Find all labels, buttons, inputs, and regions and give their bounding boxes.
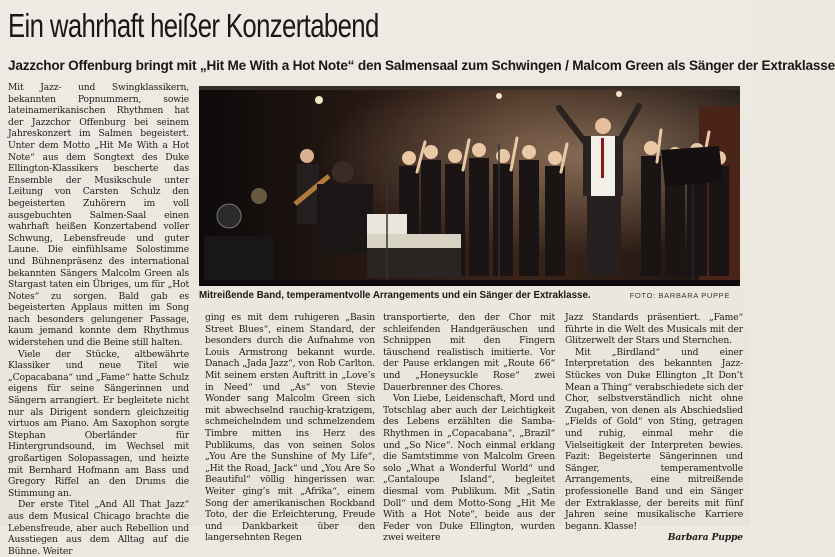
text-column-3	[383, 312, 555, 544]
concert-photo	[199, 86, 740, 286]
paragraph: Jazz Standards präsentiert. „Fame“ führte in die Welt des Musicals mit der Glitzerwelt der Stars und Sternchen.	[565, 312, 743, 347]
paragraph: Viele der Stücke, altbewährte Klassiker und neue Titel wie „Copacabana“ und „Fame“ hatte Schulz eigens für seine Sängerinnen und Sängern arrangiert. Er begleitete nicht nur als Dirigent sondern gleichzeitig virtuos am Piano. Am Saxophon sorgte Stephan Oberländer für Hintergrundsound, im Wechsel mit großartigen Solopassagen, und heizte mit Bernhard Hofmann am Bass und Gregory Riffel an den Drums die Stimmung an.	[8, 348, 189, 499]
text-column-4	[565, 312, 743, 544]
subheadline: Jazzchor Offenburg bringt mit „Hit Me With a Hot Note“ den Salmensaal zum Schwingen / Malcom Green als Sänger der Extraklasse	[8, 58, 835, 73]
paragraph: ging es mit dem ruhigeren „Basin Street Blues“, einem Standard, der besonders durch die Aufnahme von Louis Armstrong bekannt wurde. Danach „Jada Jazz“, von Rob Carlton. Mit seinem ersten Auftritt in „Love’s in Need“ und „As“ von Stevie Wonder sang Malcolm Green sich mit abwechselnd rauchig-kratzigem, schmeichelndem und schmelzendem Timbre mitten ins Herz des Publikums, das von seinen Solos „You Are the Sunshine of My Life“, „Hit the Road, Jack“ und „You Are So Beautiful“ völlig hingerissen war. Weiter ging’s mit „Afrika“, einem Song der amerikanischen Rockband Toto, der die Erleichterung, Freude und Dankbarkeit über den langersehnten Regen	[205, 312, 375, 544]
author-byline: Barbara Puppe	[667, 532, 743, 544]
photo-credit: FOTO: BARBARA PUPPE	[629, 291, 730, 300]
paragraph: Der erste Titel „And All That Jazz“ aus dem Musical Chicago brachte die Lebensfreude, aber auch Rebellion und Ausstiegen aus dem Alltag auf die Bühne. Weiter	[8, 499, 189, 557]
headline: Ein wahrhaft heißer Konzertabend	[8, 7, 379, 44]
paragraph: Von Liebe, Leidenschaft, Mord und Totschlag aber auch der Leichtigkeit des Lebens erzählten die Samba-Rhythmen in „Copacabana“, „Brazil“ und „So Nice“. Noch einmal erklang die Samtstimme von Malcolm Green solo „What a Wonderful World“ und „Cantaloupe Island“, begleitet diesmal vom Publikum. Mit „Satin Doll“ und dem Motto-Song „Hit Me With a Hot Note“, beide aus der Feder von Duke Ellington, wurden zwei weitere	[383, 393, 555, 544]
paragraph: Mit „Birdland“ und einer Interpretation des bekannten Jazz-Stückes von Duke Ellington „It Don’t Mean a Thing“ verabschiedete sich der Chor, selbstverständlich nicht ohne Zugaben, von denen als Abschiedslied „Fields of Gold“ von Sting, getragen und ruhig, einmal mehr die Vielseitigkeit der Interpreten bewies. Fazit: Begeisterte Sängerinnen und Sänger, temperamentvolle Arrangements, eine mitreißende professionelle Band und ein Sänger der Extraklasse, der bereits mit fünf Jahren seine musikalische Karriere begann. Klasse!	[565, 346, 743, 532]
text-column-2	[205, 312, 375, 544]
caption-text: Mitreißende Band, temperamentvolle Arrangements und ein Sänger der Extraklasse.	[199, 290, 591, 301]
paragraph: transportierte, den der Chor mit schleifenden Handgeräuschen und Schnippen mit den Fingern täuschend realistisch imitierte. Vor der Pause erklangen mit „Route 66“ und „Honeysuckle Rose“ zwei Dauerbrenner des Chores.	[383, 312, 555, 393]
photo-caption	[199, 288, 740, 304]
text-column-1	[8, 82, 189, 557]
paragraph: Mit Jazz- und Swingklassikern, bekannten Popnummern, sowie lateinamerikanischen Rhythmen hat der Jazzchor Offenburg bei seinem Jahreskonzert im Salmen begeistert. Unter dem Motto „Hit Me With a Hot Note“ aus dem Songtext des Duke Ellington-Klassikers bescherte das Ensemble der Musikschule unter Leitung von Carsten Schulz den begeisterten Zuhörern im voll ausgebuchten Salmen-Saal einen wahrhaft heißen Konzertabend voller Schwung, Lebensfreude und guter Laune. Die einfühlsame Solostimme und Bühnenpräsenz des international bekannten Sängers Malcolm Green als Stargast taten ein Übriges, um für „Hot Notes“ zu sorgen. Bald gab es begeisterten Applaus mitten im Song nach besonders gelungener Passage, kaum jemand konnte dem Rhythmus widerstehen und die Beine still halten.	[8, 82, 189, 349]
